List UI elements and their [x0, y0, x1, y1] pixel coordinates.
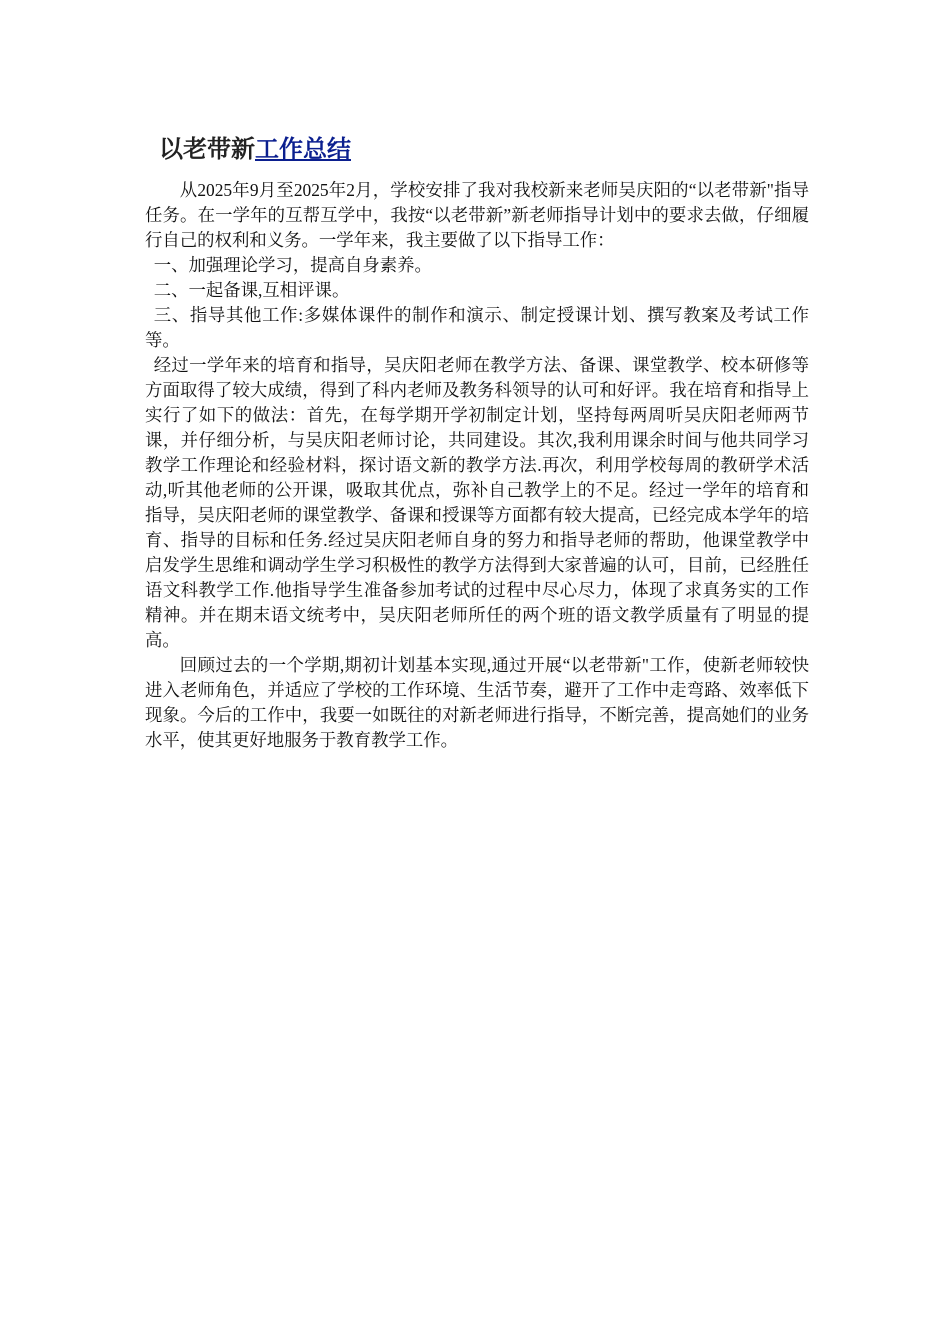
- title-link[interactable]: 工作总结: [255, 135, 351, 163]
- list-item-1: 一、加强理论学习，提高自身素养。: [153, 255, 432, 275]
- title-text: 以老带新: [159, 135, 255, 163]
- document-page: [145, 130, 809, 753]
- list-item-3: 三、指导其他工作:多媒体课件的制作和演示、制定授课计划、撰写教案及考试工作等。: [145, 305, 809, 350]
- paragraph-conclusion: 回顾过去的一个学期,期初计划基本实现,通过开展“以老带新"工作，使新老师较快进入老师角色，并适应了学校的工作环境、生活节奏，避开了工作中走弯路、效率低下现象。今后的工作中，我要一如既往的对新老师进行指导，不断完善，提高她们的业务水平，使其更好地服务于教育教学工作。: [145, 655, 809, 750]
- document-title: [159, 130, 809, 168]
- document-body: [145, 178, 809, 753]
- paragraph-intro: 从2025年9月至2025年2月，学校安排了我对我校新来老师吴庆阳的“以老带新"指导任务。在一学年的互帮互学中，我按“以老带新”新老师指导计划中的要求去做，仔细履行自己的权利和义务。一学年来，我主要做了以下指导工作：: [145, 180, 809, 250]
- list-item-2: 二、一起备课,互相评课。: [153, 280, 350, 300]
- paragraph-results: 经过一学年来的培育和指导，吴庆阳老师在教学方法、备课、课堂教学、校本研修等方面取得了较大成绩，得到了科内老师及教务科领导的认可和好评。我在培育和指导上实行了如下的做法：首先，在每学期开学初制定计划，坚持每两周听吴庆阳老师两节课，并仔细分析，与吴庆阳老师讨论，共同建设。其次,我利用课余时间与他共同学习教学工作理论和经验材料，探讨语文新的教学方法.再次，利用学校每周的教研学术活动,听其他老师的公开课，吸取其优点，弥补自己教学上的不足。经过一学年的培育和指导，吴庆阳老师的课堂教学、备课和授课等方面都有较大提高，已经完成本学年的培育、指导的目标和任务.经过吴庆阳老师自身的努力和指导老师的帮助，他课堂教学中启发学生思维和调动学生学习积极性的教学方法得到大家普遍的认可，目前，已经胜任语文科教学工作.他指导学生准备参加考试的过程中尽心尽力，体现了求真务实的工作精神。并在期末语文统考中，吴庆阳老师所任的两个班的语文教学质量有了明显的提高。: [145, 355, 809, 650]
